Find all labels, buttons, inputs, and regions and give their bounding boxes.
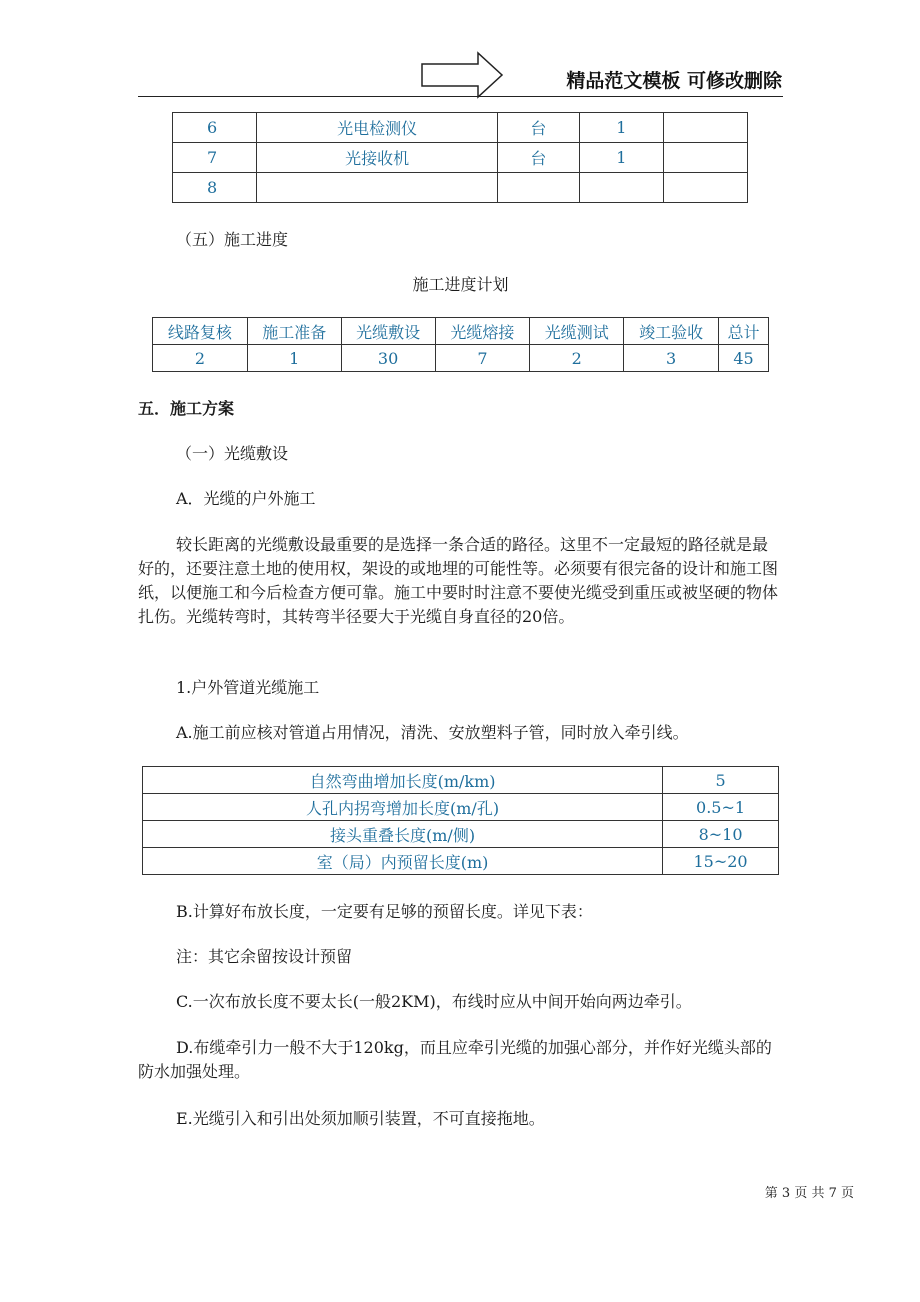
table-row	[143, 767, 779, 794]
table-cell: 7	[435, 345, 530, 372]
column-header: 竣工验收	[624, 318, 719, 345]
schedule-table	[152, 317, 769, 372]
column-header: 总计	[718, 318, 768, 345]
equipment-no: 6	[173, 113, 257, 143]
equipment-qty	[580, 173, 664, 203]
table-cell-value: 15~20	[663, 848, 779, 875]
column-header: 光缆敷设	[341, 318, 435, 345]
table-cell: 3	[624, 345, 719, 372]
equipment-qty: 1	[580, 113, 664, 143]
table-cell: 2	[153, 345, 248, 372]
table-header-row	[153, 318, 769, 345]
equipment-unit	[498, 173, 580, 203]
body-paragraph: 较长距离的光缆敷设最重要的是选择一条合适的路径。这里不一定最短的路径就是最好的，还要注意土地的使用权，架设的或地埋的可能性等。必须要有很完备的设计和施工图纸，以便施工和今后检查方便可靠。施工中要时时注意不要使光缆受到重压或被坚硬的物体扎伤。光缆转弯时，其转弯半径要大于光缆自身直径的20倍。	[138, 535, 779, 626]
equipment-note	[664, 113, 748, 143]
equipment-name: 光电检测仪	[256, 113, 497, 143]
table-cell: 45	[718, 345, 768, 372]
table-cell-value: 8~10	[663, 821, 779, 848]
header-title: 精品范文模板 可修改删除	[566, 70, 782, 92]
column-header: 光缆熔接	[435, 318, 530, 345]
list-item: E.光缆引入和引出处须加顺引装置，不可直接拖地。	[176, 1109, 545, 1128]
table-cell-value: 0.5~1	[663, 794, 779, 821]
table-row	[153, 345, 769, 372]
table-cell: 2	[530, 345, 624, 372]
column-header: 光缆测试	[530, 318, 624, 345]
subsection-heading: A．光缆的户外施工	[176, 489, 316, 508]
table-cell-label: 室（局）内预留长度(m)	[143, 848, 663, 875]
table-row	[143, 848, 779, 875]
table-cell-value: 5	[663, 767, 779, 794]
section-heading-plan: 五．施工方案	[138, 399, 235, 418]
table-cell-label: 自然弯曲增加长度(m/km)	[143, 767, 663, 794]
table-cell-label: 接头重叠长度(m/侧)	[143, 821, 663, 848]
table-cell: 30	[341, 345, 435, 372]
table-row	[173, 113, 748, 143]
section-heading-progress: （五）施工进度	[176, 230, 289, 249]
table-cell-label: 人孔内拐弯增加长度(m/孔)	[143, 794, 663, 821]
equipment-note	[664, 143, 748, 173]
equipment-no: 8	[173, 173, 257, 203]
header-divider	[138, 96, 783, 97]
list-item: 1.户外管道光缆施工	[176, 678, 320, 697]
table-cell: 1	[247, 345, 341, 372]
arrow-right-icon	[420, 50, 504, 100]
schedule-table-title: 施工进度计划	[412, 275, 509, 294]
column-header: 线路复核	[153, 318, 248, 345]
table-row	[173, 143, 748, 173]
equipment-name: 光接收机	[256, 143, 497, 173]
page-footer: 第 3 页 共 7 页	[764, 1186, 854, 1201]
list-item: A.施工前应核对管道占用情况，清洗、安放塑料子管，同时放入牵引线。	[176, 723, 689, 742]
equipment-note	[664, 173, 748, 203]
list-item: B.计算好布放长度，一定要有足够的预留长度。详见下表：	[176, 902, 593, 921]
list-item: D.布缆牵引力一般不大于120kg，而且应牵引光缆的加强心部分，并作好光缆头部的防水加强处理。	[138, 1038, 772, 1081]
equipment-unit: 台	[498, 143, 580, 173]
table-row	[143, 821, 779, 848]
equipment-unit: 台	[498, 113, 580, 143]
equipment-table	[172, 112, 748, 203]
length-table	[142, 766, 779, 875]
list-item: C.一次布放长度不要太长(一般2KM)，布线时应从中间开始向两边牵引。	[176, 992, 692, 1011]
equipment-name	[256, 173, 497, 203]
column-header: 施工准备	[247, 318, 341, 345]
note-text: 注：其它余留按设计预留	[176, 947, 353, 966]
equipment-qty: 1	[580, 143, 664, 173]
table-row	[143, 794, 779, 821]
table-row	[173, 173, 748, 203]
subsection-heading: （一）光缆敷设	[176, 444, 289, 463]
equipment-no: 7	[173, 143, 257, 173]
